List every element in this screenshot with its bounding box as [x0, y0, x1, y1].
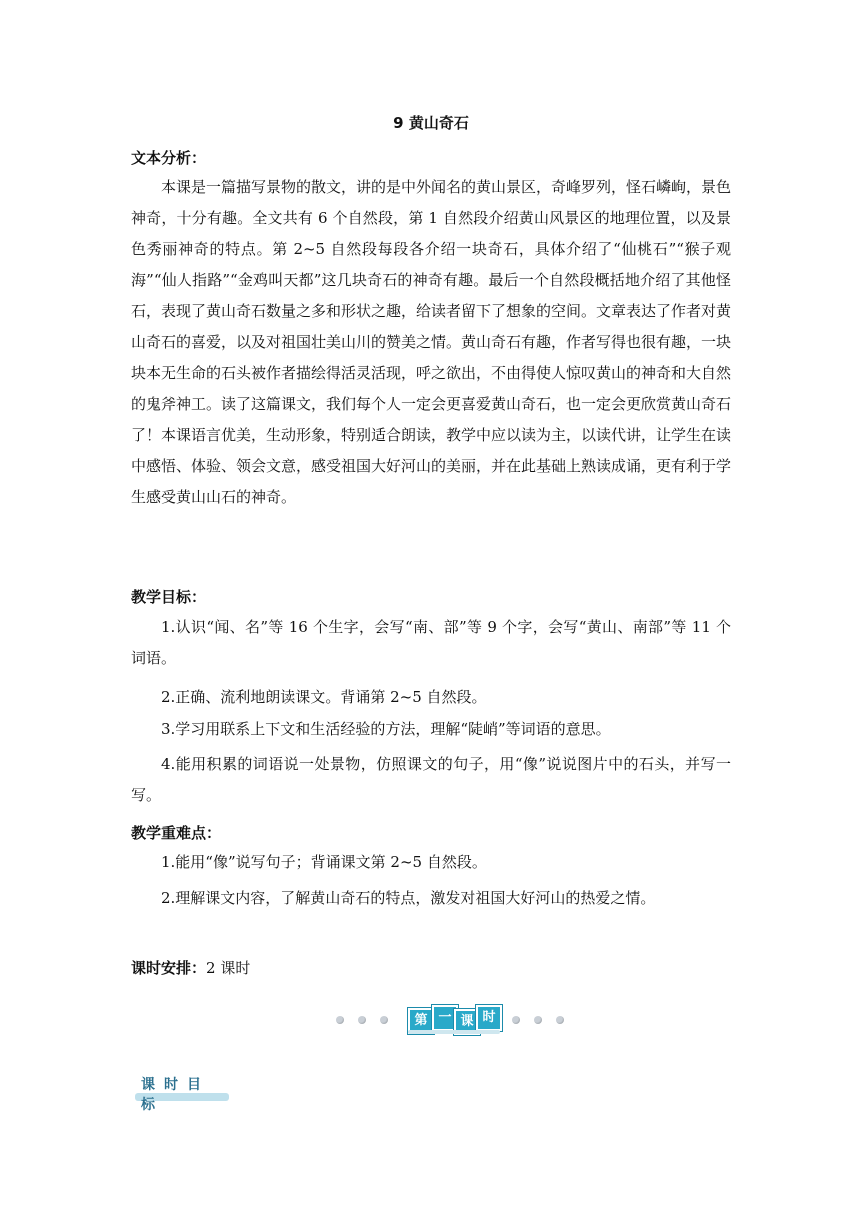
- banner-dot-icon: [380, 1016, 388, 1024]
- section-label: [133, 1074, 231, 1113]
- lesson-banner: [336, 1003, 576, 1037]
- lesson-schedule-label: 课时安排：: [131, 959, 207, 977]
- text-analysis-paragraph: 本课是一篇描写景物的散文，讲的是中外闻名的黄山景区，奇峰罗列，怪石嶙峋，景色神奇，十分有趣。全文共有 6 个自然段，第 1 自然段介绍黄山风景区的地理位置，以及景色秀丽神奇的特点。第 2~5 自然段每段各介绍一块奇石，具体介绍了“仙桃石”“猴子观海”“仙人指路”“金鸡叫天都”这几块奇石的神奇有趣。最后一个自然段概括地介绍了其他怪石，表现了黄山奇石数量之多和形状之趣，给读者留下了想象的空间。文章表达了作者对黄山奇石的喜爱，以及对祖国壮美山川的赞美之情。黄山奇石有趣，作者写得也很有趣，一块块本无生命的石头被作者描绘得活灵活现，呼之欲出，不由得使人惊叹黄山的神奇和大自然的鬼斧神工。读了这篇课文，我们每个人一定会更喜爱黄山奇石，也一定会更欣赏黄山奇石了！本课语言优美，生动形象，特别适合朗读，教学中应以读为主，以读代讲，让学生在读中感悟、体验、领会文意，感受祖国大好河山的美丽，并在此基础上熟读成诵，更有利于学生感受黄山山石的神奇。: [131, 178, 732, 506]
- lesson-schedule-value: 2 课时: [206, 959, 251, 977]
- banner-dot-icon: [358, 1016, 366, 1024]
- banner-dot-icon: [336, 1016, 344, 1024]
- banner-dot-icon: [556, 1016, 564, 1024]
- lesson-banner-tiles: [406, 1003, 502, 1037]
- lesson-schedule: [131, 958, 250, 978]
- teaching-goal-item-2: 2.正确、流利地朗读课文。背诵第 2~5 自然段。: [161, 688, 487, 706]
- key-point-item-2: 2.理解课文内容，了解黄山奇石的特点，激发对祖国大好河山的热爱之情。: [161, 889, 656, 907]
- teaching-goal-item-3: 3.学习用联系上下文和生活经验的方法，理解“陡峭”等词语的意思。: [161, 720, 611, 738]
- document-title: 9 黄山奇石: [393, 114, 469, 132]
- banner-tile-2: 一: [432, 1005, 458, 1031]
- teaching-goal-item-1: 1.认识“闻、名”等 16 个生字，会写“南、部”等 9 个字，会写“黄山、南部”等 11 个词语。: [131, 618, 731, 667]
- key-points-heading: 教学重难点：: [131, 824, 222, 842]
- banner-tile-4: 时: [476, 1005, 502, 1031]
- text-analysis-heading: 文本分析：: [131, 149, 207, 167]
- banner-dot-icon: [512, 1016, 520, 1024]
- teaching-goals-heading: 教学目标：: [131, 588, 207, 606]
- banner-tile-1: 第: [408, 1008, 434, 1034]
- teaching-goal-item-4: 4.能用积累的词语说一处景物，仿照课文的句子，用“像”说说图片中的石头，并写一写。: [131, 755, 731, 804]
- section-label-text: 课时目标: [141, 1077, 210, 1113]
- key-point-item-1: 1.能用“像”说写句子；背诵课文第 2~5 自然段。: [161, 853, 487, 871]
- banner-dot-icon: [534, 1016, 542, 1024]
- banner-tile-3: 课: [454, 1009, 480, 1035]
